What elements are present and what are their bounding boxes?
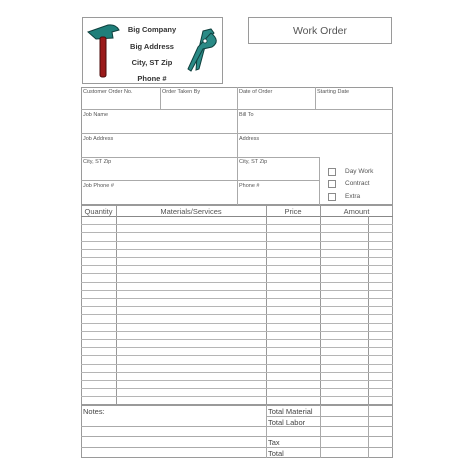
table-row-rule xyxy=(81,323,393,324)
table-row-rule xyxy=(81,331,393,332)
date-of-order-label: Date of Order xyxy=(239,89,273,95)
job-city-label: City, ST Zip xyxy=(83,159,112,165)
table-row-rule xyxy=(81,298,393,299)
total-material-label: Total Material xyxy=(268,407,313,416)
price-header: Price xyxy=(284,207,302,216)
phone-label: Phone # xyxy=(239,183,260,189)
table-row-rule xyxy=(81,339,393,340)
table-row-rule xyxy=(81,347,393,348)
job-name-label: Job Name xyxy=(83,112,109,118)
table-row-rule xyxy=(81,355,393,356)
table-row-rule xyxy=(81,306,393,307)
extra-label: Extra xyxy=(345,193,361,200)
company-name: Big Company xyxy=(127,25,177,34)
company-header xyxy=(82,17,223,84)
total-labor-label: Total Labor xyxy=(268,418,306,427)
table-column-rule xyxy=(320,205,321,405)
table-column-rule xyxy=(368,216,369,405)
totals-area xyxy=(81,405,393,458)
order-taken-by-label: Order Taken By xyxy=(162,89,201,95)
company-phone: Phone # xyxy=(137,74,167,83)
address-label: Address xyxy=(239,136,260,142)
table-column-rule xyxy=(266,205,267,405)
table-header-rule xyxy=(81,216,393,217)
customer-order-no-label: Customer Order No. xyxy=(83,89,133,95)
contract-label: Contract xyxy=(345,180,370,187)
bill-to-label: Bill To xyxy=(239,112,254,118)
table-row-rule xyxy=(81,273,393,274)
amount-header: Amount xyxy=(343,207,370,216)
table-row-rule xyxy=(81,257,393,258)
page-title: Work Order xyxy=(292,25,348,37)
total-label: Total xyxy=(268,449,284,458)
quantity-header: Quantity xyxy=(84,207,113,216)
table-row-rule xyxy=(81,290,393,291)
tax-label: Tax xyxy=(268,438,280,447)
table-row-rule xyxy=(81,396,393,397)
day-work-label: Day Work xyxy=(345,168,374,175)
table-row-rule xyxy=(81,265,393,266)
day-work-checkbox[interactable] xyxy=(328,168,336,176)
table-row-rule xyxy=(81,364,393,365)
table-row-rule xyxy=(81,380,393,381)
job-phone-label: Job Phone # xyxy=(83,183,114,189)
table-row-rule xyxy=(81,232,393,233)
table-row-rule xyxy=(81,372,393,373)
company-city: City, ST Zip xyxy=(131,58,173,67)
title-box xyxy=(248,17,392,44)
items-table xyxy=(81,205,393,405)
bill-city-label: City, ST Zip xyxy=(239,159,268,165)
job-address-label: Job Address xyxy=(83,136,114,142)
pliers-icon xyxy=(181,27,221,73)
table-row-rule xyxy=(81,249,393,250)
table-column-rule xyxy=(116,205,117,405)
table-row-rule xyxy=(81,241,393,242)
extra-checkbox[interactable] xyxy=(328,193,336,201)
table-row-rule xyxy=(81,224,393,225)
starting-date-label: Starting Date xyxy=(317,89,350,95)
company-address: Big Address xyxy=(130,42,174,51)
table-row-rule xyxy=(81,388,393,389)
table-row-rule xyxy=(81,282,393,283)
table-row-rule xyxy=(81,314,393,315)
notes-label: Notes: xyxy=(83,407,105,416)
materials-header: Materials/Services xyxy=(160,207,222,216)
contract-checkbox[interactable] xyxy=(328,180,336,188)
